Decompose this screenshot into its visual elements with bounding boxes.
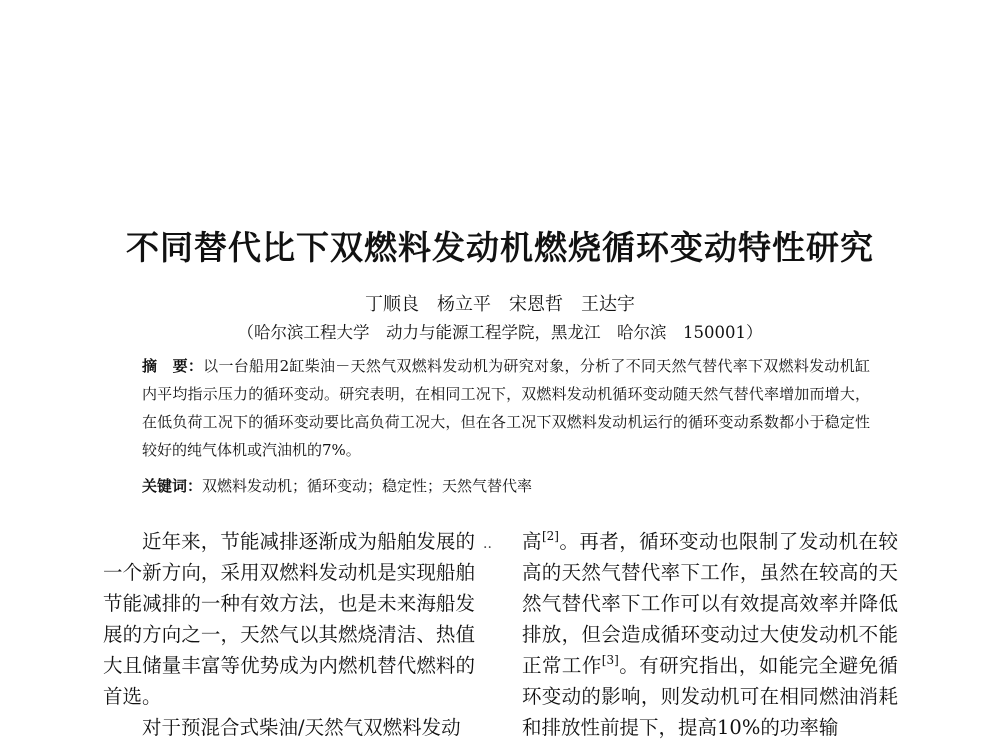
body-column-right: [522, 526, 898, 743]
citation-ref: [3]: [601, 653, 619, 667]
affiliation: （哈尔滨工程大学 动力与能源工程学院，黑龙江 哈尔滨 150001）: [237, 323, 763, 342]
paper-title: 不同替代比下双燃料发动机燃烧循环变动特性研究: [126, 228, 874, 267]
body-text: 。有研究指出，如能完全避免循环变动的影响，则发动机可在相同燃油消耗和排放性前提下，提高10%的功率输: [522, 654, 898, 739]
column-divider-mark: ··: [483, 540, 492, 556]
abstract: [142, 352, 870, 464]
keywords: [142, 472, 870, 500]
body-text: 高: [522, 530, 542, 553]
abstract-text: 以一台船用2缸柴油－天然气双燃料发动机为研究对象，分析了不同天然气替代率下双燃料发动机缸内平均指示压力的循环变动。研究表明，在相同工况下，双燃料发动机循环变动随天然气替代率增加而增大，在低负荷工况下的循环变动要比高负荷工况大，但在各工况下双燃料发动机运行的循环变动系数都小于稳定性较好的纯气体机或汽油机的7%。: [142, 357, 870, 459]
keywords-label: 关键词：: [142, 477, 203, 495]
body-column-left: [103, 526, 475, 743]
author-list: 丁顺良 杨立平 宋恩哲 王达宇: [365, 294, 635, 315]
citation-ref: [2]: [541, 529, 559, 543]
body-paragraph: [522, 526, 898, 743]
abstract-label: 摘 要：: [142, 357, 204, 375]
body-paragraph: 近年来，节能减排逐渐成为船舶发展的一个新方向，采用双燃料发动机是实现船舶节能减排的一种有效方法，也是未来海船发展的方向之一，天然气以其燃烧清洁、热值大且储量丰富等优势成为内燃机替代燃料的首选。: [103, 530, 475, 708]
keywords-text: 双燃料发动机；循环变动；稳定性；天然气替代率: [202, 477, 533, 495]
body-paragraph: 对于预混合式柴油/天然气双燃料发动: [142, 716, 461, 739]
body-text: 。再者，循环变动也限制了发动机在较高的天然气替代率下工作，虽然在较高的天然气替代率下工作可以有效提高效率并降低排放，但会造成循环变动过大使发动机不能正常工作: [522, 530, 898, 677]
